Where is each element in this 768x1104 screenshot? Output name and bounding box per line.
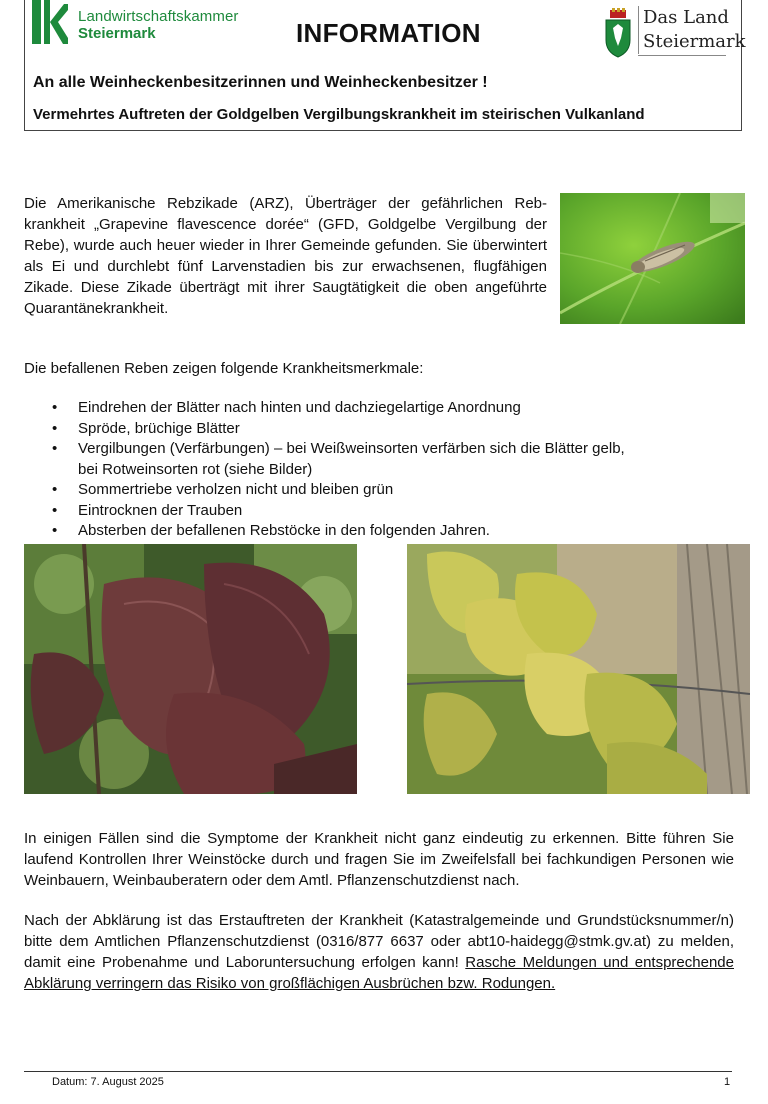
reporting-text: Nach der Abklärung ist das Erstauftreten der Krankheit (Katastralgemeinde und Grundstücksnummer/n) bitte dem Amtlichen Pflanzenschutzdienst (0316/877 6637 oder abt10-haidegg@stmk.gv.at) zu melden, damit eine Probenahme und Laboruntersuchung erfolgen kann! [24, 912, 734, 971]
reporting-paragraph [24, 910, 734, 994]
land-logo-divider [638, 55, 726, 56]
list-item: • Eintrocknen der Trauben [52, 501, 625, 522]
red-variety-leaves-photo [24, 544, 357, 794]
monitoring-paragraph: In einigen Fällen sind die Symptome der Krankheit nicht ganz eindeutig zu erkennen. Bitte führen Sie laufend Kontrollen Ihrer Weinstöcke durch und fragen Sie im Zweifelsfall bei fachkundigen Personen wie Weinbauern, Weinbauberatern oder dem Amtl. Pflanzenschutzdienst nach. [24, 830, 734, 889]
landwirtschaftskammer-logo [28, 0, 248, 46]
symptom-list [52, 398, 625, 542]
crest-icon [604, 8, 632, 58]
list-item: • Spröde, brüchige Blätter [52, 419, 625, 440]
white-variety-leaves-photo [407, 544, 750, 794]
list-item-text: Vergilbungen (Verfärbungen) – bei Weißweinsorten verfärben sich die Blätter gelb, [78, 440, 625, 457]
list-item: • Eindrehen der Blätter nach hinten und dachziegelartige Anordnung [52, 398, 625, 419]
list-item: • Sommertriebe verholzen nicht und bleiben grün [52, 480, 625, 501]
list-item [52, 439, 625, 480]
audience-heading: An alle Weinheckenbesitzerinnen und Weinheckenbesitzer ! [33, 74, 488, 91]
leafhopper-photo [560, 193, 745, 324]
topic-subheading: Vermehrtes Auftreten der Goldgelben Vergilbungskrankheit im steirischen Vulkanland [33, 106, 645, 123]
land-logo-line2: Steiermark [643, 31, 746, 52]
reporting-emphasis: Rasche Meldungen und entsprechende Abklärung verringern das Risiko von großflächigen Ausbrüchen bzw. Rodungen. [24, 954, 734, 992]
land-logo-line1: Das Land [643, 7, 729, 28]
footer-date: Datum: 7. August 2025 [52, 1076, 164, 1088]
symptoms-intro: Die befallenen Reben zeigen folgende Krankheitsmerkmale: [24, 360, 424, 377]
org-logo-line2: Steiermark [78, 25, 156, 42]
footer-divider [24, 1071, 732, 1072]
intro-paragraph: Die Amerikanische Rebzikade (ARZ), Überträger der gefährlichen Rebkrankheit „Grapevine flavescence dorée“ (GFD, Goldgelbe Vergilbung der Rebe), wurde auch heuer wieder in Ihrer Gemeinde gefunden. Sie überwintert als Ei und durchlebt fünf Larvenstadien bis zur erwachsenen, flugfähigen Zikade. Diese Zikade überträgt mit ihrer Saugtätigkeit die oben angeführte Quarantänekrankheit. [24, 195, 547, 317]
page-number: 1 [724, 1076, 731, 1088]
document-title: INFORMATION [296, 18, 481, 48]
list-item-continuation: bei Rotweinsorten rot (siehe Bilder) [78, 460, 313, 478]
lk-logo-mark [28, 0, 68, 44]
org-logo-line1: Landwirtschaftskammer [78, 8, 239, 25]
land-steiermark-logo [604, 6, 746, 60]
list-item: • Absterben der befallenen Rebstöcke in den folgenden Jahren. [52, 521, 625, 542]
